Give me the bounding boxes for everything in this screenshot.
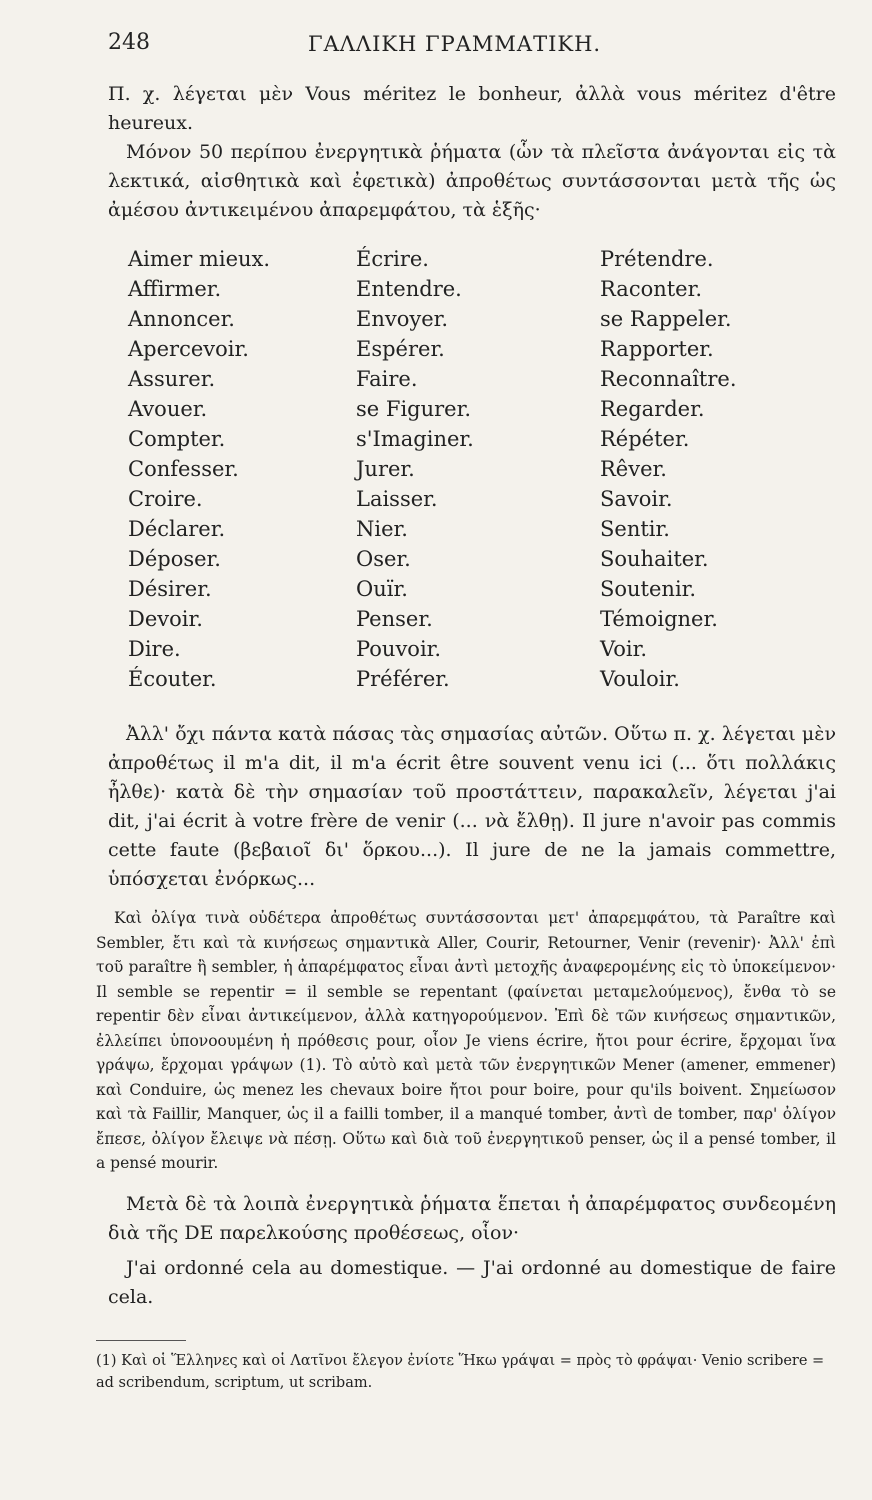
- verb-column-2: [356, 244, 474, 694]
- verb-item: Préférer.: [356, 667, 450, 691]
- verb-item: Écrire.: [356, 247, 429, 271]
- verb-item: Oser.: [356, 547, 411, 571]
- verb-item: Compter.: [128, 427, 226, 451]
- verb-item: Annoncer.: [128, 307, 235, 331]
- verb-item: s'Imaginer.: [356, 427, 474, 451]
- verb-item: Avouer.: [128, 397, 208, 421]
- verb-item: Confesser.: [128, 457, 239, 481]
- paragraph-de-example: J'ai ordonné cela au domestique. — J'ai ordonné au domestique de faire cela.: [108, 1257, 836, 1308]
- paragraph-exceptions: Ἀλλ' ὄχι πάντα κατὰ πάσας τὰς σημασίας αὐτῶν. Οὕτω π. χ. λέγεται μὲν ἀπροθέτως il m'a dit, il m'a écrit être souvent venu ici (... ὅτι πολλάκις ἦλθε)· κατὰ δὲ τὴν σημασίαν τοῦ προστάττειν, παρακαλεῖν, λέγεται j'ai dit, j'ai écrit à votre frère de venir (... νὰ ἔλθῃ). Il jure n'avoir pas commis cette faute (βεβαιοῖ δι' ὅρκου...). Il jure de ne la jamais commettre, ὑπόσχεται ἐνόρκως...: [108, 723, 836, 890]
- paragraph-de-rule: Μετὰ δὲ τὰ λοιπὰ ἐνεργητικὰ ῥήματα ἕπεται ἡ ἀπαρέμφατος συνδεομένη διὰ τῆς DE παρελκούσης προθέσεως, οἷον·: [108, 1193, 836, 1244]
- verb-item: Aimer mieux.: [128, 247, 271, 271]
- verb-item: Voir.: [600, 637, 648, 661]
- verb-item: Sentir.: [600, 517, 670, 541]
- verb-item: Entendre.: [356, 277, 462, 301]
- verb-item: Laisser.: [356, 487, 438, 511]
- verb-item: Répéter.: [600, 427, 690, 451]
- verb-item: se Rappeler.: [600, 307, 732, 331]
- paragraph-neuter-verbs: Καὶ ὀλίγα τινὰ οὐδέτερα ἀπροθέτως συντάσσονται μετ' ἀπαρεμφάτου, τὰ Paraître καὶ Sembler, ἔτι καὶ τὰ κινήσεως σημαντικὰ Aller, Courir, Retourner, Venir (revenir)· Ἀλλ' ἐπὶ τοῦ paraître ἢ sembler, ἡ ἀπαρέμφατος εἶναι ἀντὶ μετοχῆς ἀναφερομένης εἰς τὸ ὑποκείμενον· Il semble se repentir = il semble se repentant (φαίνεται μεταμελούμενος), ἔνθα τὸ se repentir δὲν εἶναι ἀντικείμενον, ἀλλὰ κατηγορούμενον. Ἐπὶ δὲ τῶν κινήσεως σημαντικῶν, ἐλλείπει ὑπονοουμένη ἡ πρόθεσις pour, οἷον Je viens écrire, ἤτοι pour écrire, ἔρχομαι ἵνα γράψω, ἔρχομαι γράψων (1). Τὸ αὐτὸ καὶ μετὰ τῶν ἐνεργητικῶν Mener (amener, emmener) καὶ Conduire, ὡς menez les chevaux boire ἤτοι pour boire, pour qu'ils boivent. Σημείωσον καὶ τὰ Faillir, Manquer, ὡς il a failli tomber, il a manqué tomber, ἀντὶ de tomber, παρ' ὀλίγον ἔπεσε, ὀλίγον ἔλειψε νὰ πέσῃ. Οὕτω καὶ διὰ τοῦ ἐνεργητικοῦ penser, ὡς il a pensé tomber, il a pensé mourir.: [96, 909, 836, 1172]
- verb-list: [128, 244, 828, 704]
- verb-item: Reconnaître.: [600, 367, 737, 391]
- verb-item: Désirer.: [128, 577, 212, 601]
- verb-item: Souhaiter.: [600, 547, 709, 571]
- verb-item: Apercevoir.: [128, 337, 249, 361]
- verb-item: Rêver.: [600, 457, 667, 481]
- verb-item: Savoir.: [600, 487, 673, 511]
- verb-item: Écouter.: [128, 667, 217, 691]
- verb-item: Affirmer.: [128, 277, 222, 301]
- verb-item: Devoir.: [128, 607, 203, 631]
- verb-item: Nier.: [356, 517, 408, 541]
- verb-item: Croire.: [128, 487, 203, 511]
- verb-item: Pouvoir.: [356, 637, 442, 661]
- verb-column-1: [128, 244, 270, 694]
- verb-item: Assurer.: [128, 367, 216, 391]
- verb-item: Ouïr.: [356, 577, 408, 601]
- verb-column-3: [600, 244, 737, 694]
- verb-item: Témoigner.: [600, 607, 718, 631]
- verb-item: Espérer.: [356, 337, 445, 361]
- verb-item: Vouloir.: [600, 667, 680, 691]
- verb-item: Soutenir.: [600, 577, 697, 601]
- verb-item: Jurer.: [356, 457, 415, 481]
- footnote: (1) Καὶ οἱ Ἕλληνες καὶ οἱ Λατῖνοι ἔλεγον ἐνίοτε Ἥκω γράψαι = πρὸς τὸ φράψαι· Venio scribere = ad scribendum, scriptum, ut scribam.: [96, 1353, 825, 1391]
- footnote-divider: [96, 1340, 186, 1341]
- running-title: ΓΑΛΛΙΚΗ ΓΡΑΜΜΑΤΙΚΗ.: [308, 32, 602, 56]
- verb-item: Penser.: [356, 607, 433, 631]
- verb-item: Regarder.: [600, 397, 705, 421]
- verb-item: Envoyer.: [356, 307, 449, 331]
- verb-item: Déclarer.: [128, 517, 226, 541]
- verb-item: Rapporter.: [600, 337, 714, 361]
- verb-item: Prétendre.: [600, 247, 714, 271]
- verb-item: Dire.: [128, 637, 181, 661]
- paragraph-intro: Μόνον 50 περίπου ἐνεργητικὰ ῥήματα (ὧν τὰ πλεῖστα ἀνάγονται εἰς τὰ λεκτικά, αἰσθητικὰ καὶ ἐφετικὰ) ἀπροθέτως συντάσσονται μετὰ τῆς ὡς ἀμέσου ἀντικειμένου ἀπαρεμφάτου, τὰ ἑξῆς·: [108, 141, 836, 221]
- verb-item: se Figurer.: [356, 397, 472, 421]
- verb-item: Raconter.: [600, 277, 703, 301]
- page-header: [108, 30, 832, 60]
- verb-item: Faire.: [356, 367, 418, 391]
- paragraph-example: Π. χ. λέγεται μὲν Vous méritez le bonheur, ἀλλὰ vous méritez d'être heureux.: [108, 83, 836, 134]
- page-number: 248: [108, 30, 150, 55]
- verb-item: Déposer.: [128, 547, 221, 571]
